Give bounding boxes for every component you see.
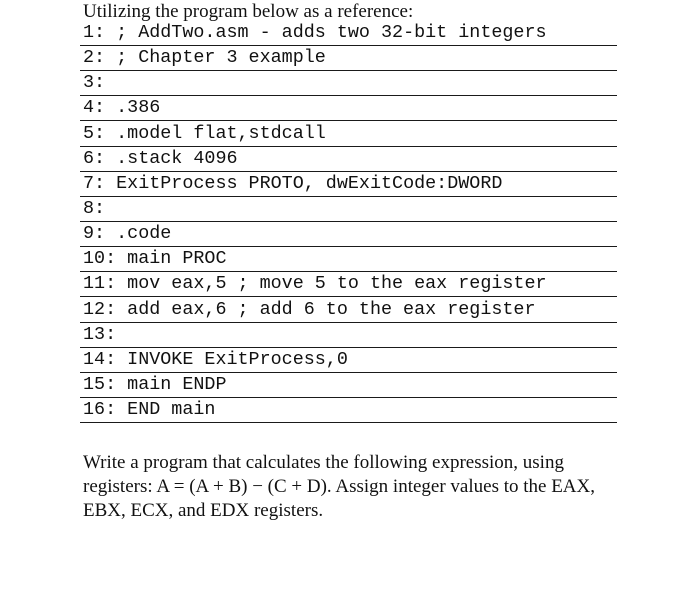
code-listing	[80, 22, 617, 424]
line-number: 11:	[83, 273, 117, 295]
code-line	[80, 273, 617, 297]
line-number: 14:	[83, 348, 117, 370]
line-number: 3:	[83, 72, 106, 94]
line-code: .386	[116, 97, 161, 119]
code-line	[80, 349, 617, 373]
line-number: 2:	[83, 47, 106, 69]
line-code: ; Chapter 3 example	[116, 47, 326, 69]
code-line	[80, 198, 617, 222]
line-number: 9:	[83, 223, 106, 245]
code-line	[80, 123, 617, 147]
line-number: 10:	[83, 248, 117, 270]
code-line	[80, 223, 617, 247]
line-code: main ENDP	[127, 373, 227, 395]
line-number: 12:	[83, 298, 117, 320]
code-line	[80, 374, 617, 398]
line-number: 7:	[83, 172, 106, 194]
line-number: 1:	[83, 22, 106, 43]
line-code: .model flat,stdcall	[116, 122, 326, 144]
line-number: 8:	[83, 197, 106, 219]
code-line	[80, 399, 617, 423]
intro-text: Utilizing the program below as a reference:	[83, 1, 414, 22]
code-line	[80, 148, 617, 172]
line-code: END main	[127, 399, 216, 421]
code-line	[80, 72, 617, 96]
assignment-prompt: Write a program that calculates the following expression, using registers: A = (A + B) − (C + D). Assign integer values to the EAX, EBX, ECX, and EDX registers.	[83, 452, 595, 521]
line-number: 15:	[83, 373, 117, 395]
line-code: add eax,6 ; add 6 to the eax register	[127, 298, 536, 320]
line-code: .code	[116, 223, 172, 245]
code-line	[80, 47, 617, 71]
line-number: 13:	[83, 323, 117, 345]
line-number: 5:	[83, 122, 106, 144]
line-number: 6:	[83, 147, 106, 169]
code-line	[80, 97, 617, 121]
line-number: 16:	[83, 399, 117, 421]
code-line	[80, 248, 617, 272]
line-code: mov eax,5 ; move 5 to the eax register	[127, 273, 547, 295]
line-number: 4:	[83, 97, 106, 119]
code-line	[80, 22, 617, 46]
line-code: ExitProcess PROTO, dwExitCode:DWORD	[116, 172, 503, 194]
code-line	[80, 299, 617, 323]
line-code: main PROC	[127, 248, 227, 270]
line-code: ; AddTwo.asm - adds two 32-bit integers	[116, 22, 547, 43]
code-line	[80, 324, 617, 348]
line-code: .stack 4096	[116, 147, 238, 169]
code-line	[80, 173, 617, 197]
line-code: INVOKE ExitProcess,0	[127, 348, 348, 370]
